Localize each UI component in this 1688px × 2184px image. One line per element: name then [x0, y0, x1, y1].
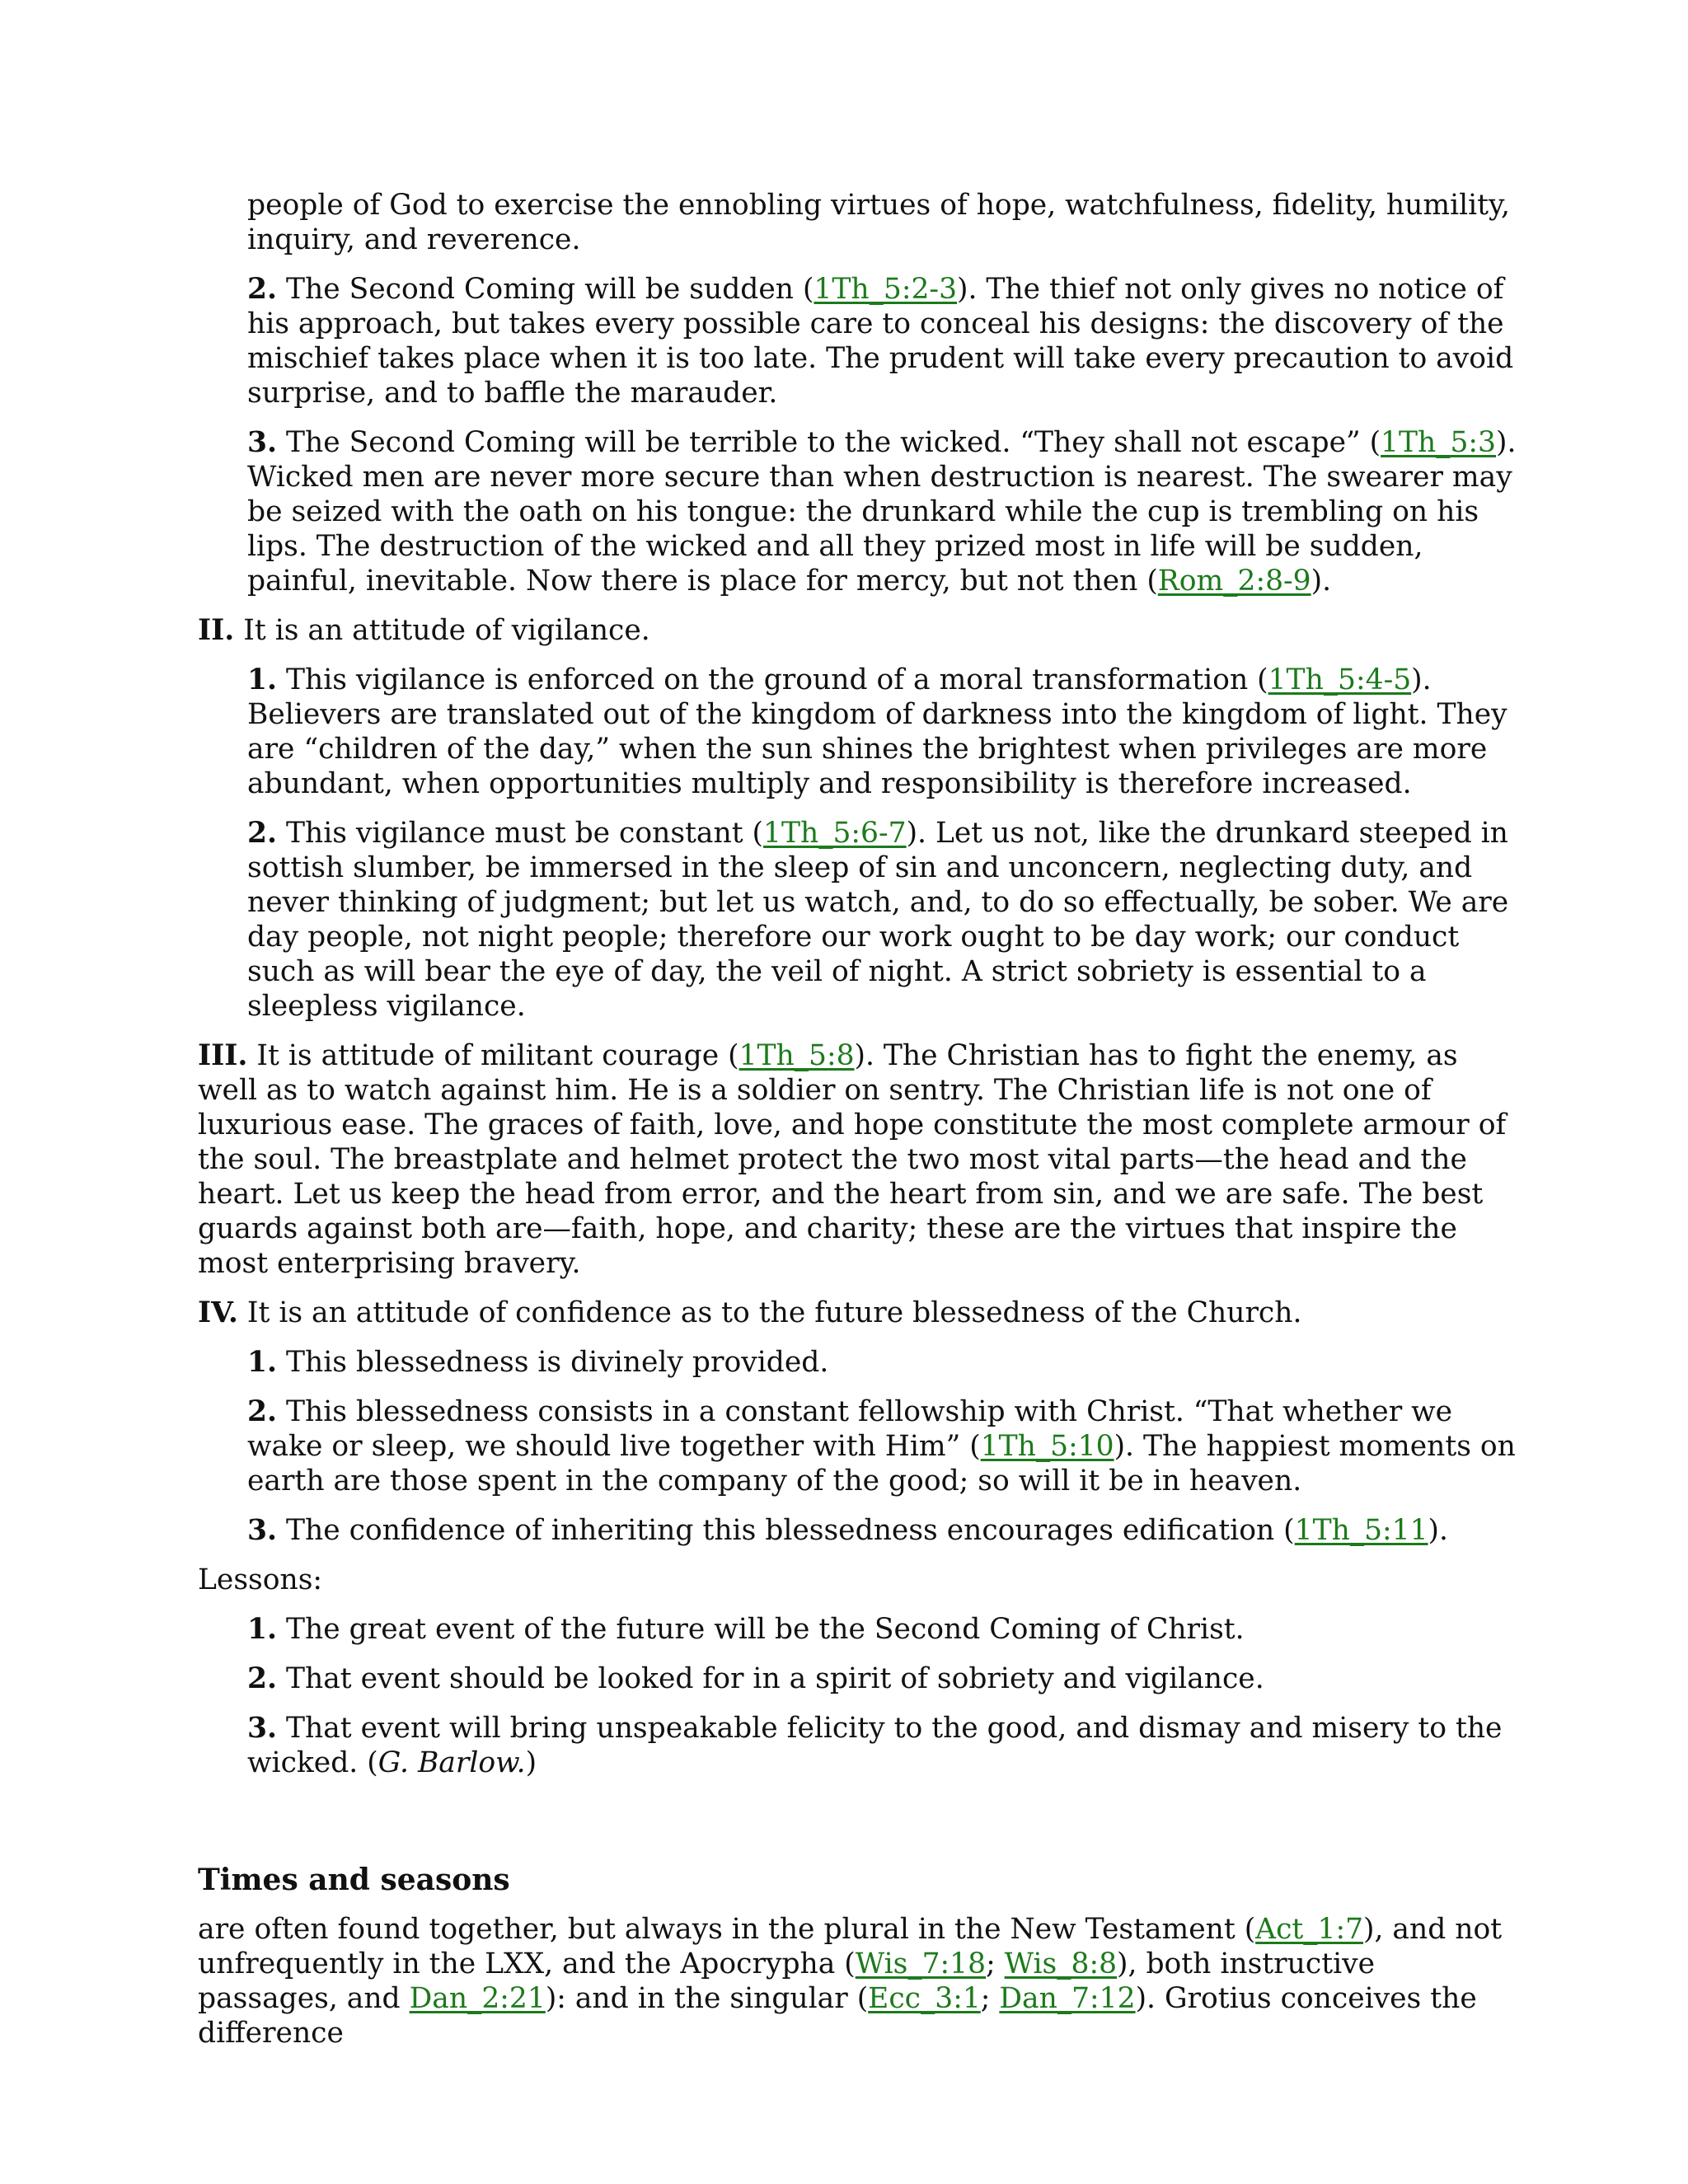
text: ), both instructive passages, and	[198, 1947, 1376, 2015]
scripture-link[interactable]: 1Th_5:11	[1294, 1514, 1428, 1547]
text: The confidence of inheriting this blessedness encourages edification (	[277, 1514, 1295, 1547]
text: ). Grotius conceives the difference	[198, 1982, 1477, 2050]
scripture-link[interactable]: Ecc_3:1	[868, 1982, 981, 2015]
text: ). Wicked men are never more secure than when destruction is nearest. The swearer may be seized with the oath on his tongue: the drunkard while the cup is trembling on his lips. The destruction of the wicked and all they prized most in life will be sudden, painful, inevitable. Now there is place for mercy, but not then (	[247, 426, 1517, 598]
scripture-link[interactable]: Wis_7:18	[855, 1947, 987, 1980]
heading-times-and-seasons: Times and seasons	[198, 1863, 510, 1897]
text: ;	[980, 1982, 1000, 2015]
text: )	[525, 1746, 537, 1779]
scripture-link[interactable]: Dan_7:12	[999, 1982, 1136, 2015]
text: ). The Christian has to fight the enemy, as well as to watch against him. He is a soldier on sentry. The Christian life is not one of luxurious ease. The graces of faith, love, and hope constitute the most complete armour of the soul. The breastplate and helmet protect the two most vital parts—the head and the heart. Let us keep the head from error, and the heart from sin, and we are safe. The best guards against both are—faith, hope, and charity; these are the virtues that inspire the most enterprising bravery.	[198, 1039, 1507, 1280]
text: The great event of the future will be the Second Coming of Christ.	[277, 1613, 1245, 1646]
text: This vigilance is enforced on the ground of a moral transformation (	[277, 663, 1268, 696]
scripture-link[interactable]: 1Th_5:6-7	[763, 817, 907, 850]
text: That event will bring unspeakable felicity to the good, and dismay and misery to the wicked. (	[247, 1712, 1503, 1779]
text: The Second Coming will be sudden (	[277, 273, 814, 306]
text: ).	[1311, 565, 1332, 598]
scripture-link[interactable]: 1Th_5:10	[980, 1430, 1114, 1463]
item-number: 2.	[247, 1395, 278, 1428]
paragraph-blessedness-2	[198, 1394, 1517, 1498]
text: ). Believers are translated out of the kingdom of darkness into the kingdom of light. They are “children of the day,” when the sun shines the brightest when privileges are more abundant, when opportunities multiply and responsibility is therefore increased.	[247, 663, 1507, 800]
text: ). The thief not only gives no notice of his approach, but takes every possible care to conceal his designs: the discovery of the mischief takes place when it is too late. The prudent will take every precaution to avoid surprise, and to baffle the marauder.	[247, 273, 1514, 410]
item-number: 1.	[247, 663, 278, 696]
scripture-link[interactable]: Wis_8:8	[1004, 1947, 1118, 1980]
paragraph-times-and-seasons	[198, 1912, 1517, 2050]
text: It is an attitude of vigilance.	[234, 614, 650, 647]
paragraph-vigilance-1	[198, 663, 1517, 801]
text: This vigilance must be constant (	[277, 817, 764, 850]
scripture-link[interactable]: 1Th_5:8	[738, 1039, 855, 1072]
item-number: 3.	[247, 1514, 278, 1547]
section-iii	[198, 1038, 1517, 1281]
text: ). The happiest moments on earth are those spent in the company of the good; so will it be in heaven.	[247, 1430, 1516, 1497]
scripture-link[interactable]: 1Th_5:3	[1381, 426, 1497, 459]
item-number: 2.	[247, 1662, 278, 1695]
lessons-label: Lessons:	[198, 1563, 323, 1596]
text: That event should be looked for in a spirit of sobriety and vigilance.	[277, 1662, 1264, 1695]
text: are often found together, but always in the plural in the New Testament (	[198, 1913, 1256, 1946]
paragraph-vigilance-2	[198, 816, 1517, 1024]
text: This blessedness consists in a constant fellowship with Christ. “That whether we wake or sleep, we should live together with Him” (	[247, 1395, 1453, 1463]
lesson-1	[198, 1612, 1517, 1647]
section-number: IV.	[198, 1296, 238, 1329]
item-number: 1.	[247, 1346, 278, 1379]
item-number: 1.	[247, 1613, 278, 1646]
text: It is an attitude of confidence as to the future blessedness of the Church.	[237, 1296, 1302, 1329]
lesson-2	[198, 1661, 1517, 1696]
text: ), and not unfrequently in the LXX, and the Apocrypha (	[198, 1913, 1503, 1980]
paragraph-coming-1-continued	[198, 188, 1517, 257]
text: ).	[1428, 1514, 1448, 1547]
item-number: 3.	[247, 426, 278, 459]
item-number: 2.	[247, 817, 278, 850]
paragraph-blessedness-1	[198, 1345, 1517, 1380]
paragraph-coming-3	[198, 425, 1517, 598]
scripture-link[interactable]: Dan_2:21	[409, 1982, 546, 2015]
text: ): and in the singular (	[545, 1982, 869, 2015]
scripture-link[interactable]: Rom_2:8-9	[1157, 565, 1311, 598]
text: ). Let us not, like the drunkard steeped in sottish slumber, be immersed in the sleep of sin and unconcern, neglecting duty, and never thinking of judgment; but let us watch, and, to do so effectually, be sober. We are day people, not night people; therefore our work ought to be day work; our conduct such as will bear the eye of day, the veil of night. A strict sobriety is essential to a sleepless vigilance.	[247, 817, 1509, 1023]
text: It is attitude of militant courage (	[247, 1039, 739, 1072]
item-number: 2.	[247, 273, 278, 306]
text: The Second Coming will be terrible to the wicked. “They shall not escape” (	[277, 426, 1381, 459]
text: people of God to exercise the ennobling virtues of hope, watchfulness, fidelity, humility, inquiry, and reverence.	[247, 189, 1510, 256]
item-number: 3.	[247, 1712, 278, 1745]
section-heading-iv	[198, 1296, 1517, 1330]
scripture-link[interactable]: Act_1:7	[1255, 1913, 1364, 1946]
scripture-link[interactable]: 1Th_5:2-3	[814, 273, 958, 306]
lesson-3	[198, 1711, 1517, 1780]
author-name: G. Barlow.	[377, 1746, 526, 1779]
section-heading-ii	[198, 613, 1517, 648]
text: ;	[986, 1947, 1005, 1980]
text: This blessedness is divinely provided.	[277, 1346, 829, 1379]
paragraph-blessedness-3	[198, 1513, 1517, 1548]
section-number: II.	[198, 614, 235, 647]
scripture-link[interactable]: 1Th_5:4-5	[1268, 663, 1412, 696]
section-number: III.	[198, 1039, 248, 1072]
document-page	[198, 188, 1517, 2065]
paragraph-coming-2	[198, 272, 1517, 410]
